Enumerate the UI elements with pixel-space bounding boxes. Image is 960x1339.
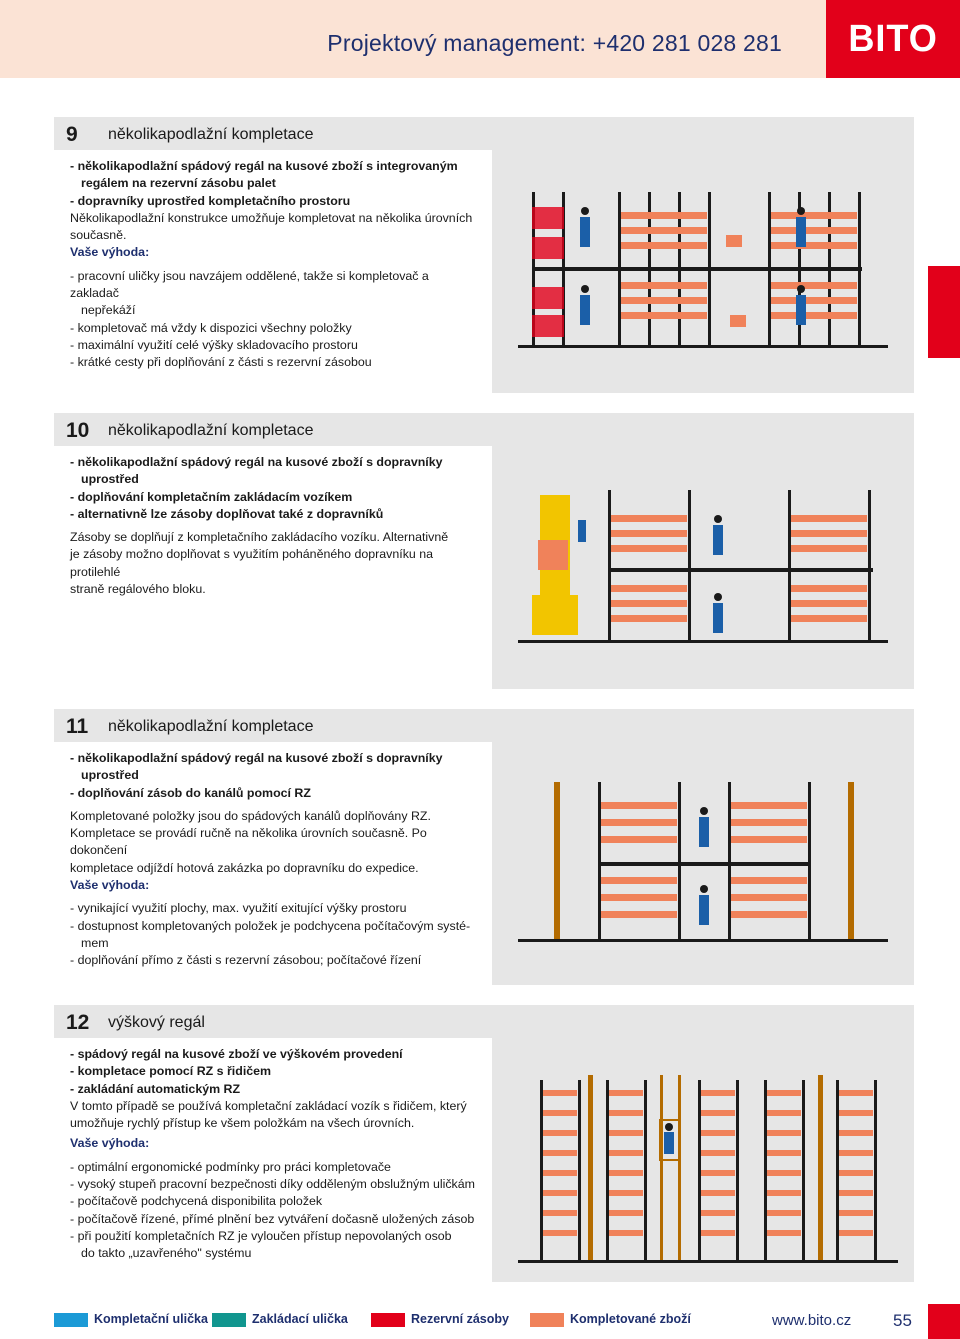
- text-line: - počítačově řízené, přímé plnění bez vytváření dočasně uložených zásob: [70, 1211, 475, 1226]
- section-title: výškový regál: [108, 1014, 205, 1031]
- section-title: několikapodlažní kompletace: [108, 718, 314, 735]
- text-line: - kompletace pomocí RZ s řidičem: [70, 1064, 272, 1079]
- text-line: - doplňování přímo z části s rezervní zásobou; počítačové řízení: [70, 953, 422, 968]
- section-header: [54, 1005, 492, 1038]
- section-header: [54, 117, 492, 150]
- warehouse-illustration-9: [518, 187, 888, 352]
- legend-label: Zakládací ulička: [252, 1312, 348, 1326]
- text-line: Kompletace se provádí ručně na několika úrovních současně. Po dokončení: [70, 826, 427, 858]
- text-line: - kompletovač má vždy k dispozici všechny položky: [70, 320, 352, 335]
- section-9: [54, 117, 914, 393]
- legend-swatch-picking-aisle: [54, 1313, 88, 1327]
- text-line: kompletace odjíždí hotová zakázka po dopravníku do expedice.: [70, 860, 419, 875]
- section-text: [70, 750, 480, 970]
- warehouse-illustration-12: [518, 1070, 898, 1270]
- section-number: 12: [66, 1011, 90, 1034]
- text-line: současně.: [70, 228, 127, 243]
- section-11: [54, 709, 914, 985]
- legend-label: Rezervní zásoby: [411, 1312, 509, 1326]
- page-number: 55: [893, 1311, 912, 1330]
- side-tab-marker: [928, 266, 960, 358]
- legend-swatch-reserve-stock: [371, 1313, 405, 1327]
- advantage-heading: Vaše výhoda:: [70, 245, 150, 260]
- section-number: 11: [66, 715, 89, 738]
- text-line: uprostřed: [81, 768, 139, 783]
- section-body: [54, 1038, 492, 1282]
- section-number: 9: [66, 123, 78, 146]
- section-header: [54, 709, 492, 742]
- logo-text: BITO: [848, 17, 938, 60]
- section-text: [70, 1046, 480, 1263]
- section-12: [54, 1005, 914, 1282]
- advantage-heading: Vaše výhoda:: [70, 878, 150, 893]
- legend-label: Kompletované zboží: [570, 1312, 691, 1326]
- text-line: uprostřed: [81, 472, 139, 487]
- bito-logo: [826, 0, 960, 78]
- text-line: - několikapodlažní spádový regál na kusové zboží s integrovaným: [70, 159, 458, 173]
- section-text: [70, 454, 480, 598]
- website-link[interactable]: www.bito.cz: [772, 1312, 852, 1329]
- text-line: - pracovní uličky jsou navzájem oddělené, takže si kompletovač a zakladač: [70, 268, 429, 301]
- legend-swatch-picked-goods: [530, 1313, 564, 1327]
- text-line: Kompletované položky jsou do spádových kanálů doplňovány RZ.: [70, 808, 431, 823]
- text-line: - spádový regál na kusové zboží ve výškovém provedení: [70, 1047, 403, 1061]
- text-line: - maximální využití celé výšky skladovacího prostoru: [70, 337, 358, 352]
- legend-swatch-replenishment-aisle: [212, 1313, 246, 1327]
- text-line: - alternativně lze zásoby doplňovat také z dopravníků: [70, 506, 384, 521]
- section-text: [70, 158, 480, 372]
- text-line: - počítačově podchycená disponibilita položek: [70, 1194, 323, 1209]
- text-line: - vynikající využití plochy, max. využití exitující výšky prostoru: [70, 901, 407, 916]
- text-line: - krátké cesty při doplňování z části s rezervní zásobou: [70, 355, 372, 370]
- section-title: několikapodlažní kompletace: [108, 126, 314, 143]
- text-line: umožňuje rychlý přístup ke všem položkám na všech úrovních.: [70, 1116, 415, 1131]
- warehouse-illustration-10: [518, 485, 888, 650]
- text-line: - dostupnost kompletovaných položek je podchycena počítačovým systé-: [70, 918, 471, 933]
- text-line: - dopravníky uprostřed kompletačního prostoru: [70, 193, 351, 208]
- legend-label: Kompletační ulička: [94, 1312, 208, 1326]
- text-line: Zásoby se doplňují z kompletačního zakládacího vozíku. Alternativně: [70, 530, 449, 545]
- text-line: - při použití kompletačních RZ je vyloučen přístup nepovolaných osob: [70, 1228, 452, 1243]
- section-10: [54, 413, 914, 689]
- page-header: [0, 0, 960, 78]
- header-title: Projektový management: +420 281 028 281: [327, 30, 782, 56]
- text-line: - doplňování kompletačním zakládacím vozíkem: [70, 489, 353, 504]
- section-body: [54, 150, 492, 393]
- text-line: - vysoký stupeň pracovní bezpečnosti díky odděleným obslužným uličkám: [70, 1177, 475, 1192]
- section-header: [54, 413, 492, 446]
- text-line: - optimální ergonomické podmínky pro práci kompletovače: [70, 1159, 391, 1174]
- text-line: - doplňování zásob do kanálů pomocí RZ: [70, 785, 311, 800]
- warehouse-illustration-11: [518, 777, 888, 947]
- text-line: V tomto případě se používá kompletační zakládací vozík s řidičem, který: [70, 1098, 467, 1113]
- page-footer: [0, 1309, 960, 1339]
- text-line: straně regálového bloku.: [70, 582, 206, 597]
- section-title: několikapodlažní kompletace: [108, 422, 314, 439]
- advantage-heading: Vaše výhoda:: [70, 1136, 150, 1151]
- text-line: - několikapodlažní spádový regál na kusové zboží s dopravníky: [70, 751, 443, 765]
- text-line: regálem na rezervní zásobu palet: [81, 176, 276, 191]
- text-line: do takto „uzavřeného" systému: [81, 1246, 252, 1261]
- section-number: 10: [66, 419, 90, 442]
- text-line: - zakládání automatickým RZ: [70, 1081, 241, 1096]
- text-line: nepřekáží: [81, 303, 136, 318]
- text-line: mem: [81, 935, 109, 950]
- section-body: [54, 446, 492, 689]
- text-line: - několikapodlažní spádový regál na kusové zboží s dopravníky: [70, 455, 443, 469]
- section-body: [54, 742, 492, 985]
- text-line: Několikapodlažní konstrukce umožňuje kompletovat na několika úrovních: [70, 210, 473, 225]
- text-line: je zásoby možno doplňovat s využitím poháněného dopravníku na protilehlé: [70, 547, 434, 579]
